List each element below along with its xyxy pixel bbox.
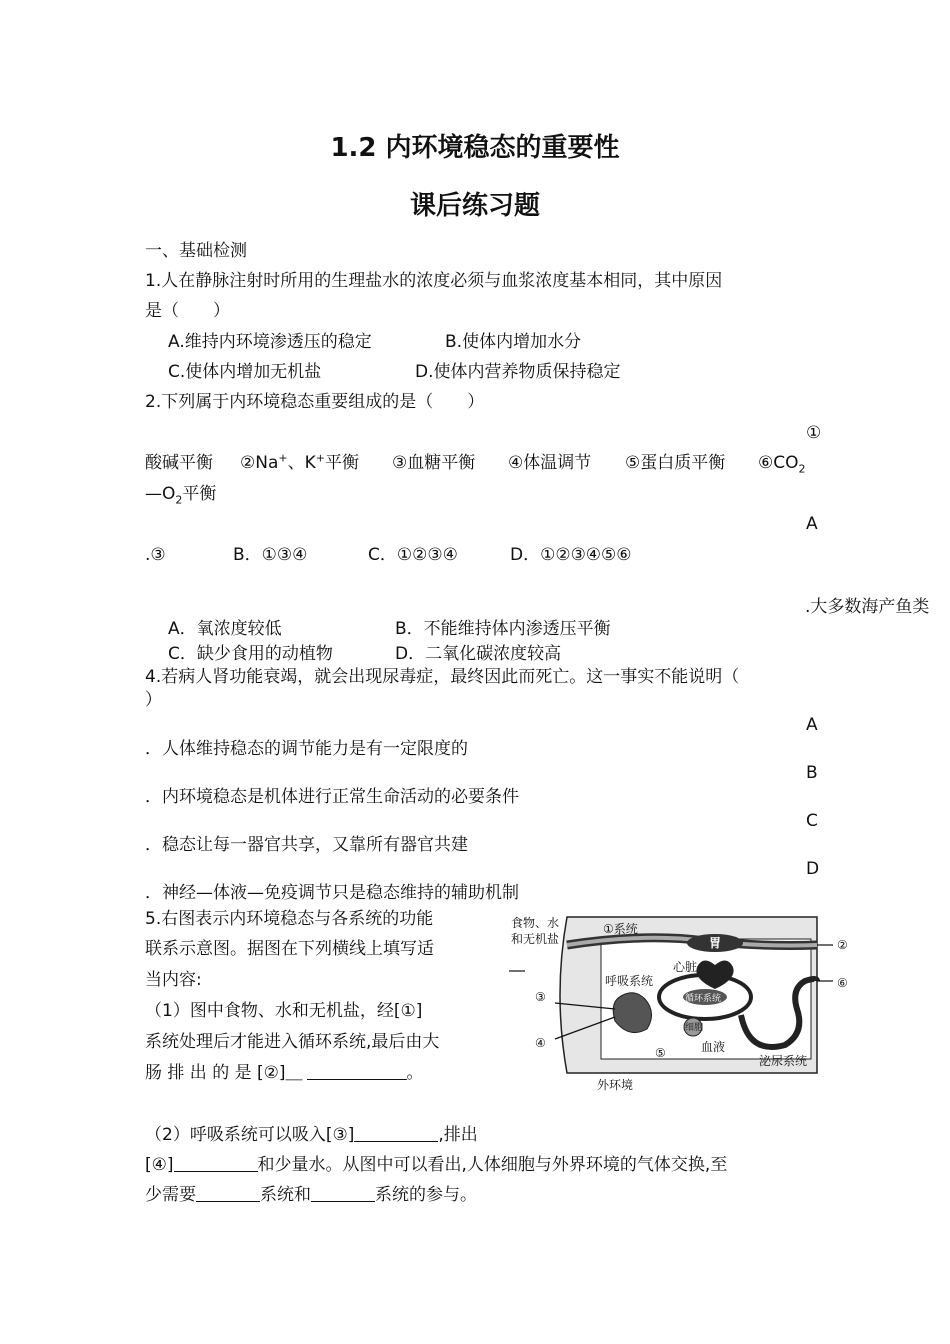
q4-option-b: ．内环境稳态是机体进行正常生命活动的必要条件 (145, 787, 519, 807)
answer-blank[interactable] (354, 1125, 438, 1142)
q2-option-b: B．①③④ (233, 545, 308, 565)
q5-part1-line2: 系统处理后才能进入循环系统,最后由大 (145, 1032, 440, 1052)
q1-option-b: B.使体内增加水分 (445, 332, 582, 352)
q5-part2-line1: （2）呼吸系统可以吸入[③] ,排出 (145, 1125, 478, 1145)
q2-item-5: ⑤蛋白质平衡 (625, 453, 726, 473)
q2-item-1: 酸碱平衡 (145, 453, 213, 473)
q4-option-a-letter: A (806, 715, 818, 735)
label-heart: 心脏 (673, 960, 698, 974)
q2-circle-1: ① (806, 423, 822, 443)
q2-item-3: ③血糖平衡 (392, 453, 476, 473)
q4-option-c: ．稳态让每一器官共享，又靠所有器官共建 (145, 835, 468, 855)
label-respiratory: 呼吸系统 (605, 974, 654, 988)
answer-blank[interactable] (196, 1185, 260, 1202)
q4-option-a: ．人体维持稳态的调节能力是有一定限度的 (145, 739, 468, 759)
label-num-4: ④ (535, 1036, 546, 1050)
q3-option-c: C．缺少食用的动植物 (168, 644, 333, 664)
label-system-1: ①系统 (603, 922, 638, 936)
q4-option-d: ．神经—体液—免疫调节只是稳态维持的辅助机制 (145, 883, 519, 903)
label-num-6: ⑥ (837, 976, 848, 990)
q1-option-d: D.使体内营养物质保持稳定 (415, 362, 621, 382)
label-num-3: ③ (535, 990, 546, 1004)
q2-item-6-cont: $—O_2$平衡 (145, 484, 217, 507)
q2-option-a: .③ (145, 545, 166, 565)
q2-option-d: D．①②③④⑤⑥ (510, 545, 632, 565)
q4-option-d-letter: D (806, 859, 820, 879)
q2-item-2: ②Na+、K+平衡 (240, 451, 359, 473)
q5-part1-line3: 肠 排 出 的 是 [②]＿ 。 (145, 1063, 424, 1083)
q1-option-c: C.使体内增加无机盐 (168, 362, 322, 382)
homeostasis-diagram (505, 905, 865, 1095)
q2-option-a-letter: A (806, 514, 818, 534)
label-blood: 血液 (701, 1040, 726, 1054)
q1-stem-line1: 1.人在静脉注射时所用的生理盐水的浓度必须与血浆浓度基本相同，其中原因 (145, 271, 723, 291)
label-external: 外环境 (597, 1078, 634, 1092)
q2-item-4: ④体温调节 (508, 453, 592, 473)
answer-blank[interactable] (174, 1155, 258, 1172)
label-urinary: 泌尿系统 (759, 1054, 808, 1068)
q4-stem-line1: 4.若病人肾功能衰竭，就会出现尿毒症，最终因此而死亡。这一事实不能说明（ (145, 667, 740, 687)
label-stomach: 胃 (709, 936, 722, 950)
label-circulatory: 循环系统 (685, 994, 722, 1004)
q1-option-a: A.维持内环境渗透压的稳定 (168, 332, 372, 352)
answer-blank[interactable] (311, 1185, 375, 1202)
label-food: 食物、水 (511, 916, 560, 930)
label-num-2: ② (837, 938, 848, 952)
q1-stem-line2: 是（ ） (145, 301, 230, 321)
q3-option-b: B．不能维持体内渗透压平衡 (395, 619, 611, 639)
label-cell: 细胞 (685, 1023, 704, 1033)
q5-line3: 当内容: (145, 970, 202, 990)
q4-stem-line2: ） (145, 690, 162, 710)
page-subtitle: 课后练习题 (409, 191, 540, 221)
q5-part1-line1: （1）图中食物、水和无机盐，经[①] (145, 1001, 423, 1021)
q5-part3-line: 少需要 系统和 系统的参与。 (145, 1185, 477, 1205)
label-food-2: 和无机盐 (511, 932, 560, 946)
q3-option-d: D．二氧化碳浓度较高 (395, 644, 562, 664)
q4-option-c-letter: C (806, 811, 818, 831)
q3-fragment: .大多数海产鱼类 (805, 597, 930, 617)
q2-stem: 2.下列属于内环境稳态重要组成的是（ ） (145, 392, 485, 412)
q5-line2: 联系示意图。据图在下列横线上填写适 (145, 939, 434, 959)
q5-part2-line2: [④] 和少量水。从图中可以看出,人体细胞与外界环境的气体交换,至 (145, 1155, 728, 1175)
label-num-5: ⑤ (655, 1046, 666, 1060)
q2-item-6: $⑥CO_2$ (758, 453, 806, 476)
q2-option-c: C．①②③④ (368, 545, 458, 565)
page-title: 1.2 内环境稳态的重要性 (330, 133, 620, 163)
q4-option-b-letter: B (806, 763, 818, 783)
section-heading: 一、基础检测 (145, 241, 247, 261)
q3-option-a: A．氧浓度较低 (168, 619, 282, 639)
answer-blank[interactable] (307, 1063, 407, 1080)
q5-line1: 5.右图表示内环境稳态与各系统的功能 (145, 909, 434, 929)
